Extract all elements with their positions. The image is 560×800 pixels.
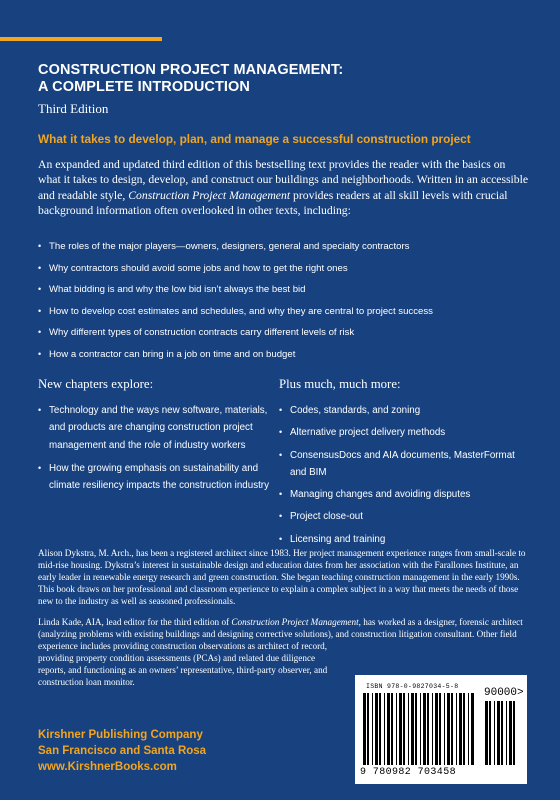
barcode-bar — [456, 693, 457, 765]
barcode-bar — [372, 693, 373, 765]
barcode-bar — [501, 701, 503, 765]
barcode-bar — [387, 693, 390, 765]
new-chapters-heading: New chapters explore: — [38, 377, 154, 391]
book-title — [38, 62, 343, 96]
list-item: • How a contractor can bring in a job on time and on budget — [38, 348, 538, 370]
barcode-bar — [384, 693, 385, 765]
publisher-info — [38, 727, 206, 775]
list-item: • Project close-out — [279, 508, 519, 525]
list-item: • ConsensusDocs and AIA documents, MasterFormat and BIM — [279, 447, 519, 482]
publisher-website: www.KirshnerBooks.com — [38, 761, 177, 773]
barcode-bar — [463, 693, 465, 765]
intro-book-title: Construction Project Management — [128, 188, 291, 202]
barcode-bar — [513, 701, 515, 765]
more-section — [279, 377, 519, 553]
barcode-bar — [509, 701, 512, 765]
barcode-bar — [489, 701, 491, 765]
barcode-bar — [363, 693, 366, 765]
list-item: • Alternative project delivery methods — [279, 424, 519, 441]
barcode-bar — [399, 693, 402, 765]
barcode-bar — [396, 693, 397, 765]
barcode-bar — [439, 693, 441, 765]
list-item: • The roles of the major players—owners, designers, general and specialty contractors — [38, 240, 538, 262]
edition-label: Third Edition — [38, 101, 109, 116]
title-line-2: A COMPLETE INTRODUCTION — [38, 79, 251, 95]
list-item: • Codes, standards, and zoning — [279, 402, 519, 419]
list-item: • Managing changes and avoiding disputes — [279, 486, 519, 503]
new-chapters-section — [38, 377, 273, 500]
barcode-bar — [403, 693, 405, 765]
barcode-bar — [415, 693, 417, 765]
list-item: • Why different types of construction contracts carry different levels of risk — [38, 326, 538, 348]
barcode-bar — [447, 693, 450, 765]
barcode — [355, 675, 527, 784]
publisher-location: San Francisco and Santa Rosa — [38, 745, 207, 757]
bio-text-3: providing property condition assessments (PCAs) and related due diligence reports, and functioning as an owners’ representative, third-party observer, and construction loan monitor. — [38, 653, 328, 688]
author-bio-dykstra: Alison Dykstra, M. Arch., has been a registered architect since 1983. Her project management experience ranges from small-scale to mid-rise housing. Dykstra’s interest in sustainable design and education dates from her association with the Farallones Institute, an early leader in renewable energy research and green construction. She began teaching construction management in the early 1990s. This book draws on her professional and classroom experience to explain a complex subject in a way that meets the needs of those new to the industry as well as seasoned professionals. — [38, 548, 526, 607]
barcode-bar — [471, 693, 474, 765]
barcode-bars — [363, 693, 477, 765]
barcode-bar — [444, 693, 445, 765]
list-item: • How to develop cost estimates and schedules, and why they are central to project success — [38, 305, 538, 327]
barcode-bar — [432, 693, 433, 765]
barcode-bar — [459, 693, 462, 765]
barcode-bar — [451, 693, 453, 765]
topic-list — [38, 240, 538, 370]
intro-text-1: An expanded and updated third edition of this bestselling text provides the reader with the basics on what it takes to design, develop, and construct our buildings and neighborhoods. Written in an accessible and readable style, — [38, 158, 529, 202]
list-item: • What bidding is and why the low bid isn’t always the best bid — [38, 283, 538, 305]
barcode-bar — [375, 693, 378, 765]
barcode-bar — [497, 701, 500, 765]
barcode-bar — [423, 693, 426, 765]
list-item: • How the growing emphasis on sustainability and climate resiliency impacts the construction industry — [38, 460, 273, 495]
publisher-name: Kirshner Publishing Company — [38, 729, 203, 741]
price-barcode-bars — [485, 701, 519, 765]
barcode-bar — [485, 701, 488, 765]
list-item: • Technology and the ways new software, materials, and products are changing construction project management and the role of industry workers — [38, 402, 273, 454]
barcode-bar — [420, 693, 421, 765]
barcode-bar — [411, 693, 414, 765]
bio-text-1: Linda Kade, AIA, lead editor for the third edition of — [38, 617, 232, 627]
list-item: • Licensing and training — [279, 531, 519, 548]
intro-text-2: provides readers at all skill levels with crucial background information often overlooked in other texts, including: — [38, 188, 508, 217]
barcode-bar — [367, 693, 369, 765]
barcode-bar — [435, 693, 438, 765]
barcode-digits: 9 780982 703458 — [360, 767, 457, 778]
tagline: What it takes to develop, plan, and manage a successful construction project — [38, 132, 471, 146]
barcode-bar — [379, 693, 381, 765]
bio-book-title: Construction Project Management — [231, 617, 359, 627]
barcode-bar — [391, 693, 393, 765]
barcode-bar — [506, 701, 507, 765]
bio-text-2: , has worked as a designer, forensic architect (analyzing problems with existing buildings and designing corrective solutions), and construction litigation consultant. Other field experience includes providing construction observations as architect of record, — [38, 617, 523, 652]
intro-paragraph — [38, 157, 530, 218]
barcode-bar — [494, 701, 495, 765]
title-line-1: CONSTRUCTION PROJECT MANAGEMENT: — [38, 62, 344, 78]
price-code: 90000> — [484, 687, 524, 699]
more-heading: Plus much, much more: — [279, 377, 401, 391]
barcode-bar — [427, 693, 429, 765]
isbn-label: ISBN 978-0-9827034-5-8 — [366, 683, 459, 690]
list-item: • Why contractors should avoid some jobs and how to get the right ones — [38, 262, 538, 284]
accent-bar — [0, 37, 162, 41]
barcode-bar — [468, 693, 469, 765]
barcode-bar — [408, 693, 409, 765]
